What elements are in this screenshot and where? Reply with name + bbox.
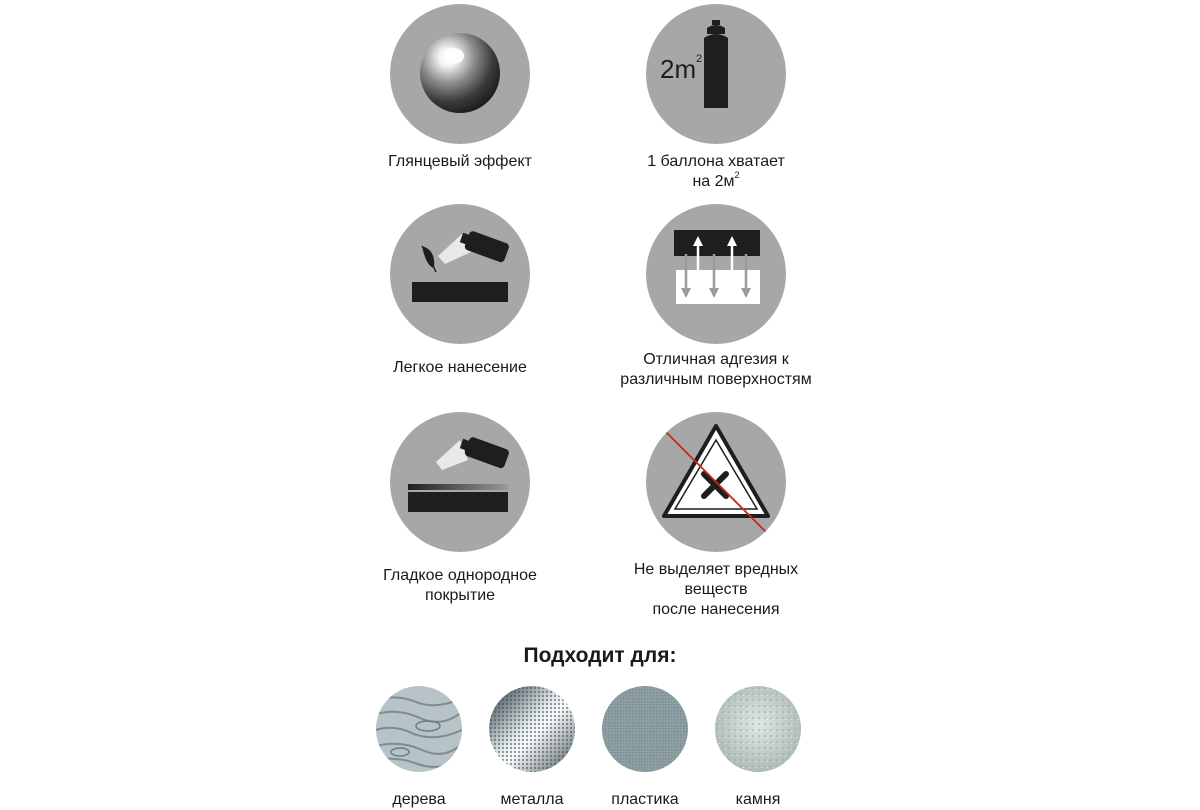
feature-coverage (576, 4, 856, 192)
feature-smooth-coating (320, 412, 600, 606)
feature-label-line2: на 2м (692, 173, 735, 190)
material-label: металла (500, 791, 564, 808)
feature-label-line2: различным поверхностям (620, 371, 812, 388)
feature-label: Легкое нанесение (393, 359, 527, 376)
adhesion-arrows-icon (646, 204, 786, 344)
feature-circle (646, 412, 786, 552)
hazard-crossed-icon (646, 412, 786, 552)
material-label: камня (735, 791, 781, 808)
feature-circle (390, 4, 530, 144)
feature-easy-application (320, 200, 600, 378)
coverage-icon-text: 2m (660, 54, 697, 84)
feature-label: Гладкое однородное (383, 567, 537, 584)
material-label: дерева (392, 791, 446, 808)
spray-coating-icon (390, 412, 530, 552)
feature-no-harmful-substances (576, 412, 856, 620)
feature-label-line2: веществ (684, 581, 748, 598)
stone-texture-icon (715, 686, 801, 772)
material-label: пластика (611, 791, 679, 808)
metal-texture-icon (489, 686, 575, 772)
spray-can-icon (646, 4, 786, 144)
feature-label-line3: после нанесения (652, 601, 780, 618)
feature-circle (646, 204, 786, 344)
material-wood (359, 686, 479, 810)
feature-glossy-effect (320, 4, 600, 172)
spray-feather-icon (390, 204, 530, 344)
feature-circle (646, 4, 786, 144)
feature-circle (390, 204, 530, 344)
material-plastic (585, 686, 705, 810)
feature-label: Отличная адгезия к (643, 351, 789, 368)
feature-circle (390, 412, 530, 552)
coverage-icon-sup: 2 (696, 53, 703, 65)
feature-label-line2: покрытие (424, 587, 496, 604)
plastic-texture-icon (602, 686, 688, 772)
feature-label-sup: 2 (734, 170, 740, 180)
feature-label: Не выделяет вредных (633, 561, 799, 578)
wood-texture-icon (376, 686, 462, 772)
glossy-sphere-icon (390, 4, 530, 144)
feature-label: 1 баллона хватает (647, 153, 785, 170)
feature-label: Глянцевый эффект (388, 153, 532, 170)
material-metal (472, 686, 592, 810)
material-stone (698, 686, 818, 810)
suitable-heading: Подходит для: (523, 644, 677, 667)
feature-adhesion (576, 200, 856, 390)
